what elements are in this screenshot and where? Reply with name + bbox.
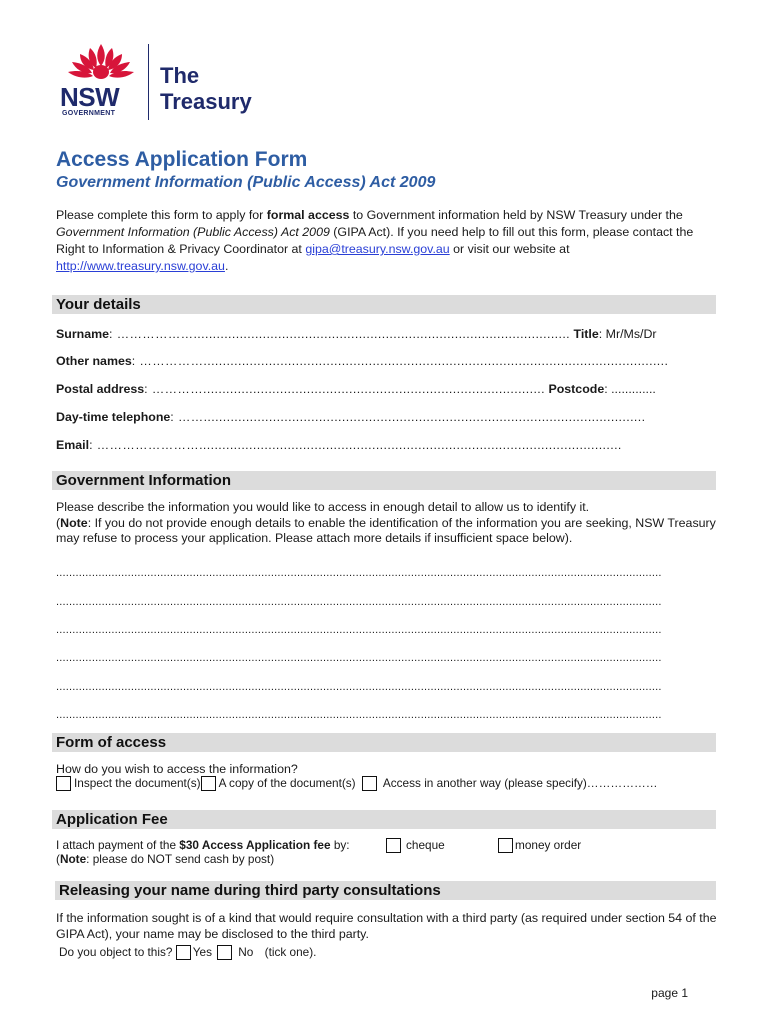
object-question: Do you object to this?	[59, 945, 173, 959]
releasing-name-text: If the information sought is of a kind that would require consultation with a third party (as required under section 54 of the GIPA Act), your name may be disclosed to the third party.	[56, 911, 717, 941]
telephone-label: Day-time telephone	[56, 410, 171, 424]
other-access-checkbox[interactable]	[362, 776, 377, 791]
access-options	[56, 776, 658, 791]
fee-note	[56, 852, 274, 866]
cheque-label: cheque	[406, 838, 445, 852]
tick-instruction: (tick one).	[264, 945, 317, 959]
telephone-dots: : ……...................................................................................................................	[170, 410, 646, 424]
title-options: : Mr/Ms/Dr	[598, 327, 657, 341]
email-dots: : ……………………..............................................................................................................	[89, 438, 622, 452]
note-label: Note	[59, 852, 87, 866]
postcode-dots: : .............	[604, 382, 656, 396]
information-line[interactable]: ..........................................................................................................................................................................................	[56, 567, 662, 579]
page-subtitle: Government Information (Public Access) Act 2009	[56, 174, 436, 191]
nsw-wordmark: NSW	[60, 82, 120, 112]
postal-address-field[interactable]	[56, 381, 720, 397]
section-releasing-name	[55, 881, 716, 900]
email-field[interactable]	[56, 437, 720, 453]
postal-address-label: Postal address	[56, 382, 145, 396]
logo-divider	[148, 44, 149, 120]
information-instruction: Please describe the information you would like to access in enough detail to allow us to identify it.	[56, 500, 590, 514]
information-line[interactable]: ..........................................................................................................................................................................................	[56, 652, 662, 664]
other-names-dots: : …………….........................................................................................................................	[131, 354, 669, 368]
surname-label: Surname	[56, 327, 110, 341]
section-heading: Form of access	[56, 734, 167, 751]
note-text: : please do NOT send cash by post)	[86, 852, 275, 866]
nsw-treasury-logo	[56, 38, 286, 124]
yes-checkbox[interactable]	[176, 945, 191, 960]
section-heading: Your details	[56, 296, 141, 313]
money-order-label: money order	[515, 838, 582, 852]
information-note	[56, 516, 720, 547]
intro-paragraph	[56, 207, 716, 275]
intro-text: to Government information held by NSW Treasury under the	[349, 208, 683, 222]
waratah-icon	[56, 38, 146, 88]
section-heading: Releasing your name during third party consultations	[59, 882, 441, 899]
intro-text: Please complete this form to apply for	[56, 208, 267, 222]
telephone-field[interactable]	[56, 409, 720, 425]
access-question: How do you wish to access the information?	[56, 762, 298, 776]
note-paren: (	[56, 852, 60, 866]
other-access-option-label: Access in another way (please specify)………………	[382, 776, 658, 790]
intro-bold: formal access	[266, 208, 350, 222]
section-application-fee	[52, 810, 716, 829]
website-link[interactable]: http://www.treasury.nsw.gov.au	[56, 259, 225, 273]
intro-text: (GIPA Act). If you need help to fill out this form, please contact the Right to Information & Privacy Coordinator at	[56, 225, 694, 256]
note-paren: (	[56, 515, 61, 530]
fee-text: I attach payment of the	[56, 838, 180, 852]
dept-name-line2: Treasury	[160, 89, 252, 114]
note-label: Note	[60, 515, 88, 530]
section-your-details	[52, 295, 716, 314]
page-title: Access Application Form	[56, 148, 308, 171]
intro-text: .	[224, 259, 229, 273]
fee-payment-line	[56, 838, 350, 852]
dept-name-line1: The	[160, 63, 200, 88]
money-order-checkbox[interactable]	[498, 838, 513, 853]
money-order-option	[498, 838, 581, 853]
no-label: No	[238, 945, 254, 959]
information-line[interactable]: ..........................................................................................................................................................................................	[56, 709, 662, 721]
cheque-option	[386, 838, 445, 853]
no-checkbox[interactable]	[217, 945, 232, 960]
information-line[interactable]: ..........................................................................................................................................................................................	[56, 624, 662, 636]
object-question-line	[59, 945, 316, 960]
other-names-field[interactable]	[56, 353, 720, 369]
note-text: : If you do not provide enough details to enable the identification of the information you are seeking, NSW Treasury may refuse to process your application. Please attach more details if insufficient space below).	[56, 515, 716, 545]
surname-field[interactable]	[56, 326, 720, 342]
government-wordmark: GOVERNMENT	[62, 110, 116, 117]
inspect-checkbox[interactable]	[56, 776, 71, 791]
fee-text: by:	[330, 838, 350, 852]
copy-checkbox[interactable]	[201, 776, 216, 791]
postal-address-dots: : ………….........................................................................................	[144, 382, 545, 396]
intro-act-name: Government Information (Public Access) Act 2009	[56, 225, 330, 239]
page-number: page 1	[651, 986, 688, 1000]
email-link[interactable]: gipa@treasury.nsw.gov.au	[305, 242, 450, 256]
other-names-label: Other names	[56, 354, 132, 368]
yes-label: Yes	[192, 945, 212, 959]
information-description	[56, 500, 720, 547]
surname-dots: : ………………..................................................................................................	[109, 327, 571, 341]
cheque-checkbox[interactable]	[386, 838, 401, 853]
section-heading: Application Fee	[56, 811, 168, 828]
fee-amount: $30 Access Application fee	[179, 838, 331, 852]
copy-option-label: A copy of the document(s)	[218, 776, 356, 790]
section-form-of-access	[52, 733, 716, 752]
email-label: Email	[56, 438, 90, 452]
inspect-option-label: Inspect the document(s)	[74, 776, 201, 790]
information-line[interactable]: ..........................................................................................................................................................................................	[56, 681, 662, 693]
section-heading: Government Information	[56, 472, 232, 489]
section-government-information	[52, 471, 716, 490]
title-label: Title	[573, 327, 599, 341]
intro-text: or visit our website at	[449, 242, 570, 256]
postcode-label: Postcode	[548, 382, 605, 396]
information-line[interactable]: ..........................................................................................................................................................................................	[56, 596, 662, 608]
